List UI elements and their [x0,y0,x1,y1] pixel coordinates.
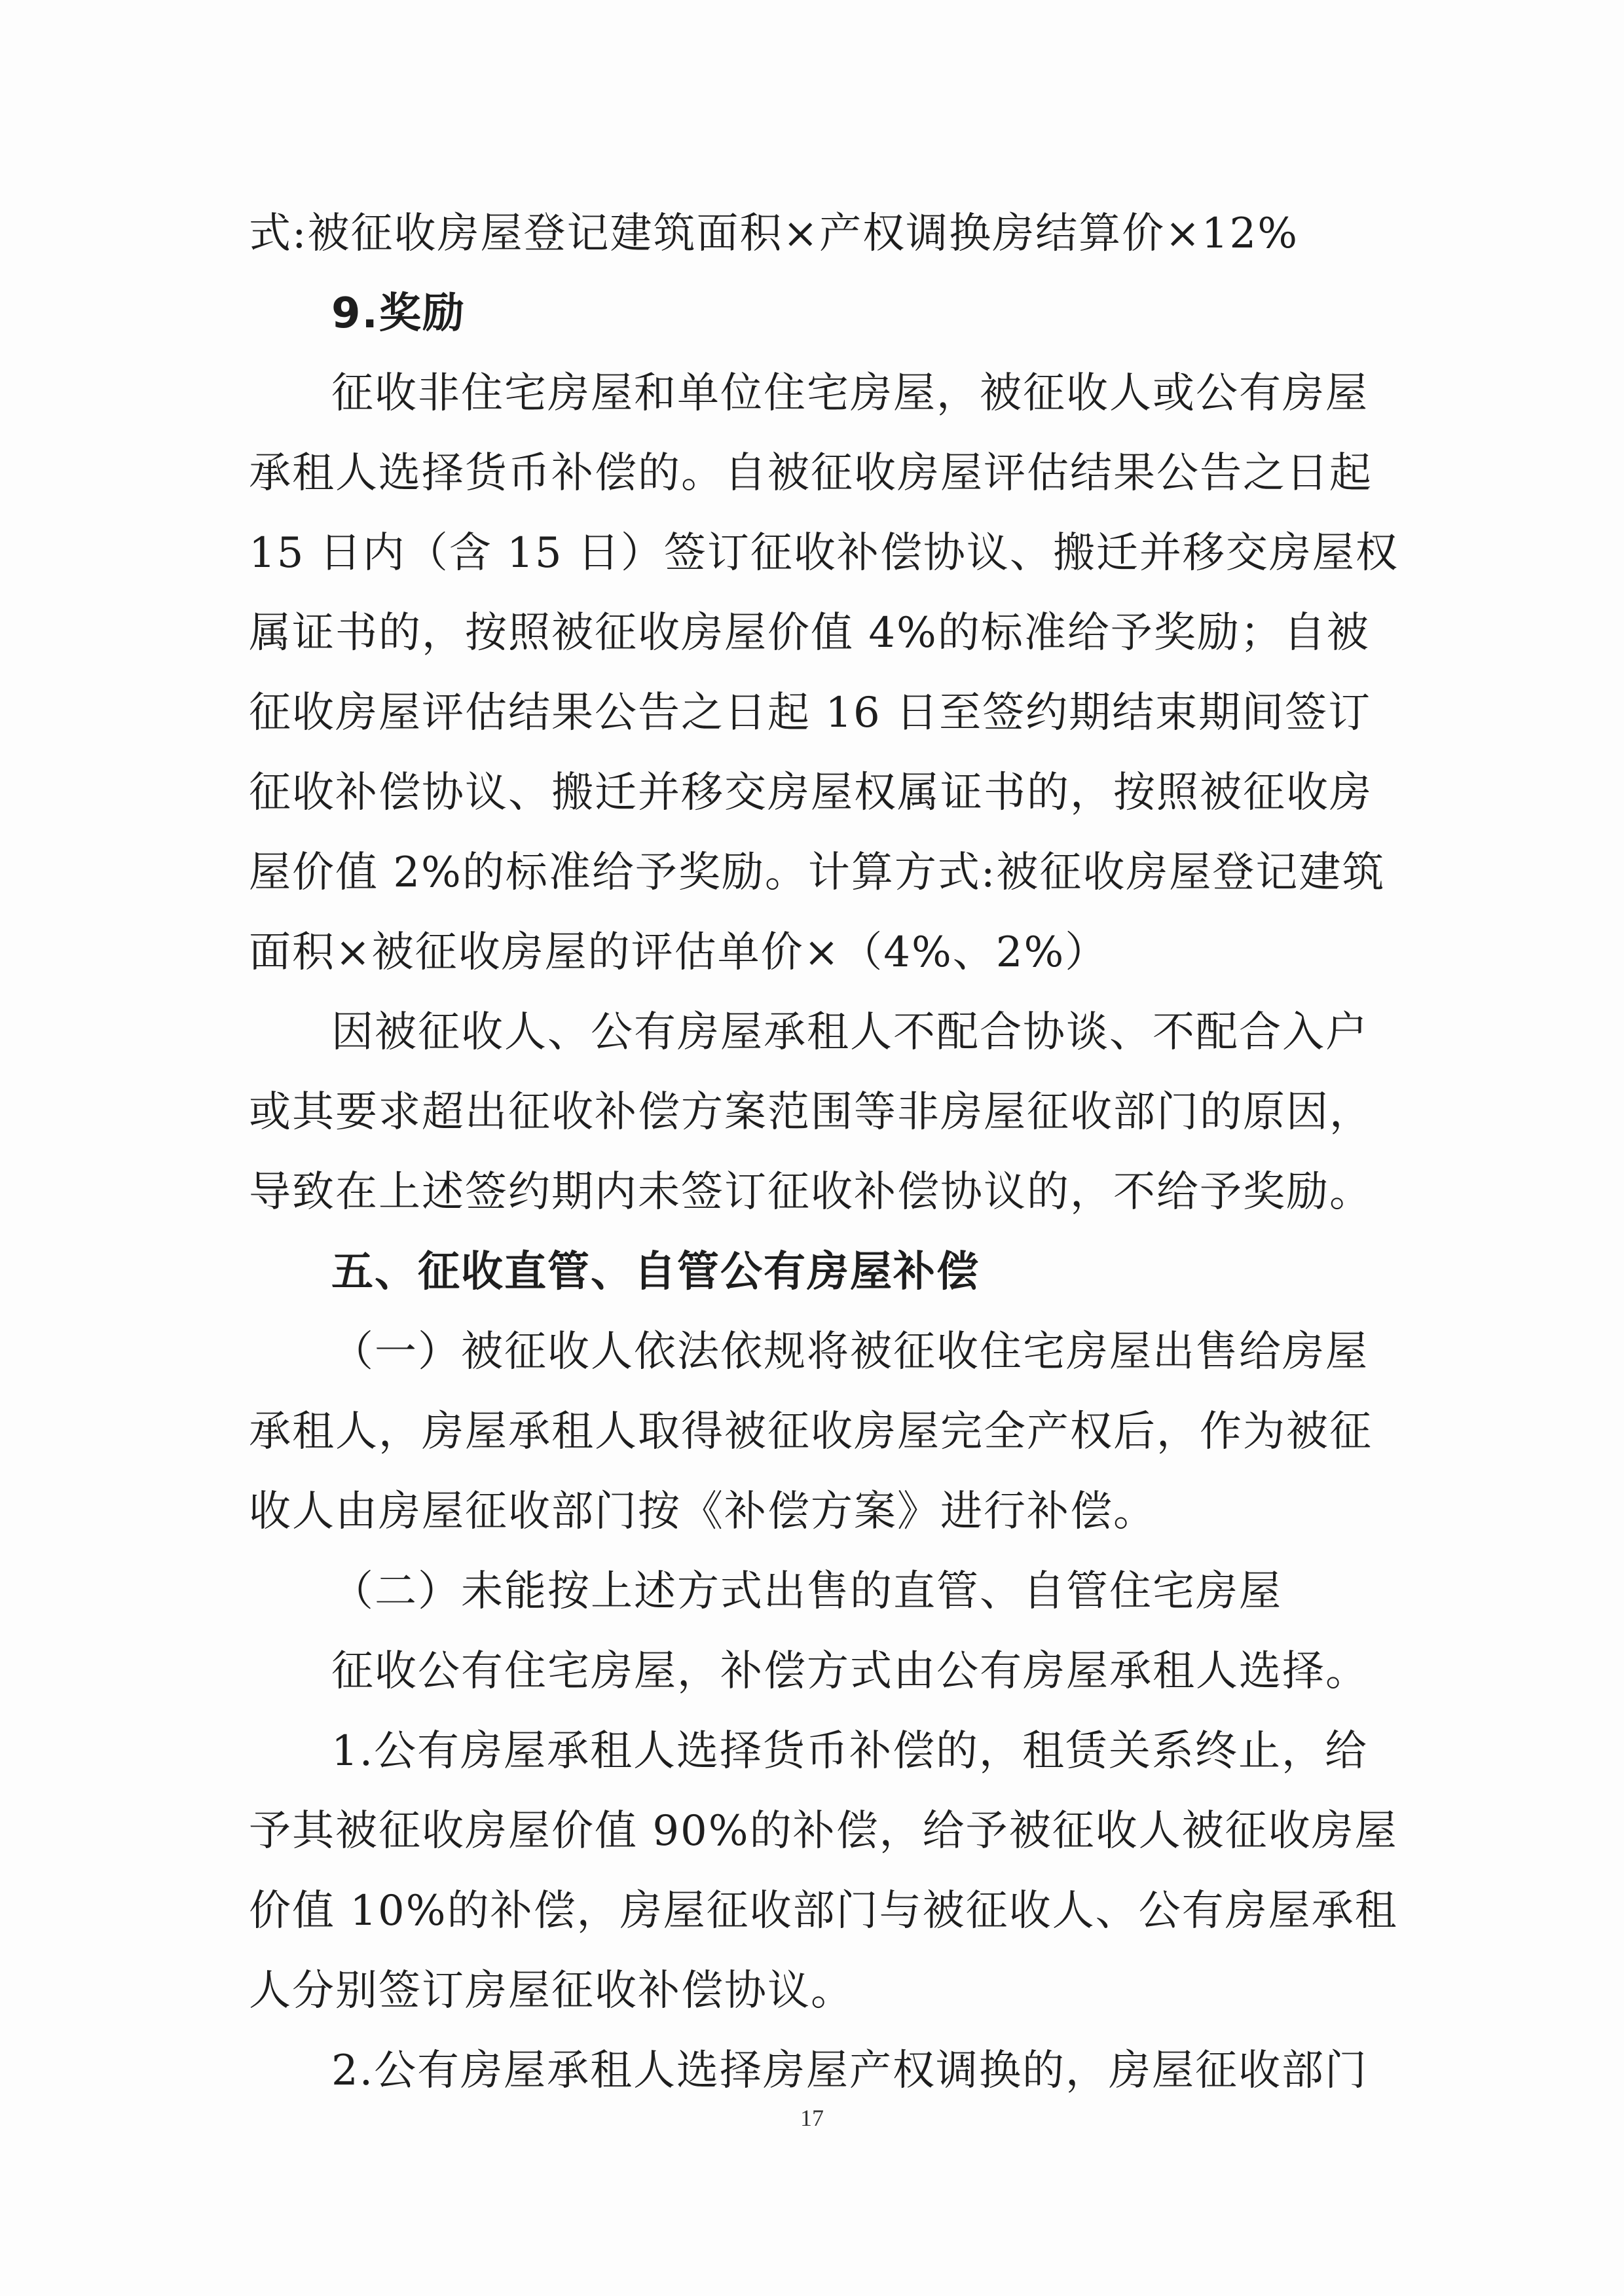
text-line: 人分别签订房屋征收补偿协议。 [249,1967,854,2015]
text-line: 因被征收人、公有房屋承租人不配合协谈、不配合入户 [331,1008,1369,1057]
text-line: 承租人，房屋承租人取得被征收房屋完全产权后，作为被征 [249,1408,1373,1456]
section-heading: 五、征收直管、自管公有房屋补偿 [331,1248,980,1296]
text-line: 价值 10%的补偿，房屋征收部门与被征收人、公有房屋承租 [249,1887,1398,1935]
text-line: 征收补偿协议、搬迁并移交房屋权属证书的，按照被征收房 [249,769,1373,817]
text-line: 征收房屋评估结果公告之日起 16 日至签约期结束期间签订 [249,689,1372,737]
text-line: 屋价值 2%的标准给予奖励。计算方式:被征收房屋登记建筑 [249,848,1386,897]
text-line: 征收公有住宅房屋，补偿方式由公有房屋承租人选择。 [331,1647,1369,1696]
text-line: 15 日内（含 15 日）签订征收补偿协议、搬迁并移交房屋权 [249,529,1399,577]
text-line: 面积×被征收房屋的评估单价×（4%、2%） [249,928,1109,977]
text-line: 予其被征收房屋价值 90%的补偿，给予被征收人被征收房屋 [249,1807,1398,1855]
page-number: 17 [800,2105,824,2131]
text-line: （一）被征收人依法依规将被征收住宅房屋出售给房屋 [331,1328,1369,1376]
section-heading: 9.奖励 [331,289,466,338]
text-line: 收人由房屋征收部门按《补偿方案》进行补偿。 [249,1487,1156,1536]
text-line: （二）未能按上述方式出售的直管、自管住宅房屋 [331,1567,1282,1616]
text-line: 或其要求超出征收补偿方案范围等非房屋征收部门的原因， [249,1088,1373,1137]
text-line: 导致在上述签约期内未签订征收补偿协议的，不给予奖励。 [249,1168,1373,1216]
text-line: 征收非住宅房屋和单位住宅房屋，被征收人或公有房屋 [331,369,1369,418]
text-line: 承租人选择货币补偿的。自被征收房屋评估结果公告之日起 [249,449,1373,498]
text-line: 式:被征收房屋登记建筑面积×产权调换房结算价×12% [249,210,1299,258]
text-line: 1.公有房屋承租人选择货币补偿的，租赁关系终止，给 [331,1727,1369,1776]
text-line: 属证书的，按照被征收房屋价值 4%的标准给予奖励；自被 [249,609,1370,657]
text-line: 2.公有房屋承租人选择房屋产权调换的，房屋征收部门 [331,2047,1369,2095]
